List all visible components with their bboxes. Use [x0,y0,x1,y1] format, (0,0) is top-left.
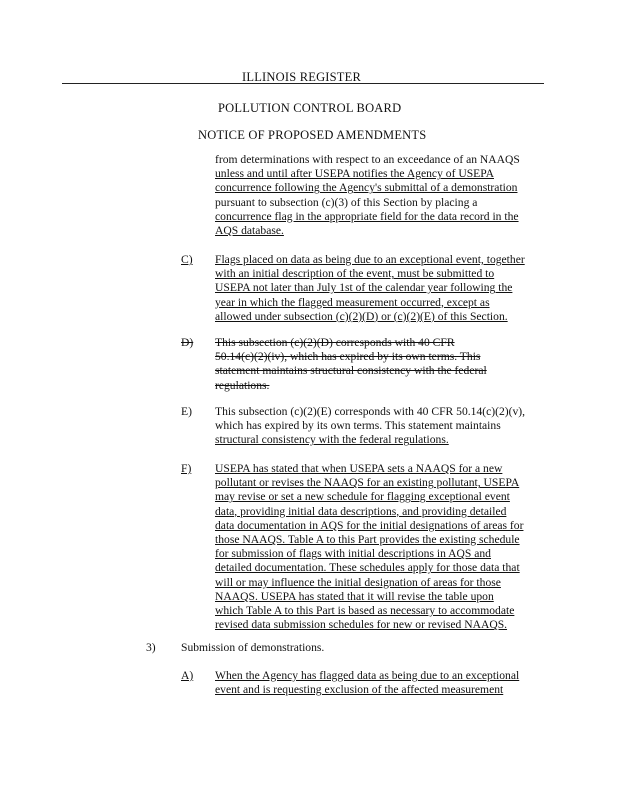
item-d-text [215,336,487,393]
item-c-label: C) [181,253,193,266]
register-title: ILLINOIS REGISTER [242,70,362,84]
text-line: for submission of flags with initial descriptions in AQS and [215,547,491,561]
text-line: detailed documentation. These schedules apply for those data that [215,561,520,575]
item-d-label: D) [181,336,194,349]
item-c-text [215,253,525,324]
text-line: This subsection (c)(2)(D) corresponds with 40 CFR [215,336,455,349]
notice-title: NOTICE OF PROPOSED AMENDMENTS [198,128,427,142]
text-line: year in which the flagged measurement occurred, except as [215,295,490,309]
text-line: structural consistency with the federal regulations. [215,433,449,447]
text-line: regulations. [215,378,270,392]
text-line: may revise or set a new schedule for flagging exceptional event [215,490,510,504]
text-line: concurrence flag in the appropriate field for the data record in the [215,209,519,223]
text-line: with an initial description of the event, must be submitted to [215,267,495,281]
text-line: pollutant or revises the NAAQS for an existing pollutant, USEPA [215,476,520,490]
section-3-heading: Submission of demonstrations. [181,641,325,654]
text-line: This subsection (c)(2)(E) corresponds with 40 CFR 50.14(c)(2)(v), [215,405,526,418]
continuation-paragraph [215,153,520,238]
text-line: will or may influence the initial designation of areas for those [215,575,501,589]
text-line: concurrence following the Agency's submittal of a demonstration [215,181,518,195]
item-f-text [215,462,523,632]
text-line: which Table A to this Part is based as necessary to accommodate [215,604,515,618]
text-line: AQS database. [215,224,284,238]
text-line: NAAQS. USEPA has stated that it will revise the table upon [215,589,494,603]
text-line: unless and until after USEPA notifies the Agency of USEPA [215,167,494,181]
header-rule [62,83,544,84]
item-3a-label: A) [181,669,194,682]
text-line: event and is requesting exclusion of the affected measurement [215,683,504,697]
text-line: Flags placed on data as being due to an exceptional event, together [215,253,525,266]
board-title: POLLUTION CONTROL BOARD [218,101,402,115]
text-line: USEPA has stated that when USEPA sets a NAAQS for a new [215,462,503,475]
item-e-label: E) [181,405,192,418]
text-line: statement maintains structural consistency with the federal [215,364,487,378]
text-line: When the Agency has flagged data as being due to an exceptional [215,669,520,682]
text-line: revised data submission schedules for new or revised NAAQS. [215,618,508,632]
section-3-label: 3) [146,641,156,654]
text-line: from determinations with respect to an exceedance of an NAAQS [215,153,520,166]
text-line: data, providing initial data descriptions, and providing detailed [215,504,507,518]
text-line: allowed under subsection (c)(2)(D) or (c)(2)(E) of this Section. [215,309,508,323]
item-f-label: F) [181,462,192,475]
item-e-text [215,405,525,448]
item-3a-text [215,669,519,697]
text-line: pursuant to subsection (c)(3) of this Section by placing a [215,195,478,209]
text-line: USEPA not later than July 1st of the calendar year following the [215,281,513,295]
text-line: data documentation in AQS for the initial designations of areas for [215,518,524,532]
text-line: which has expired by its own terms. This statement maintains [215,419,501,433]
text-line: those NAAQS. Table A to this Part provides the existing schedule [215,533,520,547]
text-line: 50.14(c)(2)(iv), which has expired by its own terms. This [215,350,481,364]
